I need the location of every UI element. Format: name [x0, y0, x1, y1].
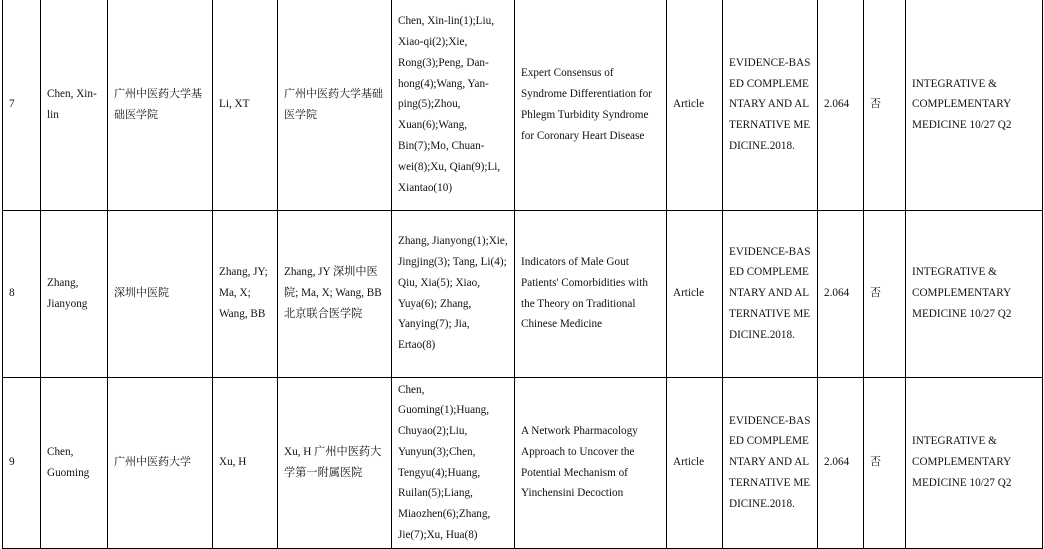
- cell-impact-factor: 2.064: [818, 377, 864, 548]
- table-row: [3, 0, 1043, 210]
- cell-no: 8: [3, 210, 41, 377]
- cell-no: 7: [3, 0, 41, 210]
- cell-no: 9: [3, 377, 41, 548]
- cell-corresponding-affiliation: Xu, H 广州中医药大学第一附属医院: [278, 377, 392, 548]
- cell-corresponding-author: Xu, H: [213, 377, 278, 548]
- cell-corresponding-affiliation: 广州中医药大学基础医学院: [278, 0, 392, 210]
- cell-doc-type: Article: [667, 377, 723, 548]
- cell-all-authors: Chen, Guoming(1);Huang, Chuyao(2);Liu, Yunyun(3);Chen, Tengyu(4);Huang, Ruilan(5);Liang, Miaozhen(6);Zhang, Jie(7);Xu, Hua(8): [392, 377, 515, 548]
- cell-source: EVIDENCE-BASED COMPLEMENTARY AND ALTERNATIVE MEDICINE.2018.: [723, 0, 818, 210]
- cell-author-affiliation: 深圳中医院: [108, 210, 213, 377]
- cell-impact-factor: 2.064: [818, 0, 864, 210]
- cell-title: A Network Pharmacology Approach to Uncover the Potential Mechanism of Yinchensini Decoction: [515, 377, 667, 548]
- cell-author-affiliation: 广州中医药大学基础医学院: [108, 0, 213, 210]
- cell-impact-factor: 2.064: [818, 210, 864, 377]
- cell-flag: 否: [864, 377, 906, 548]
- cell-doc-type: Article: [667, 0, 723, 210]
- cell-title: Expert Consensus of Syndrome Differentiation for Phlegm Turbidity Syndrome for Coronary Heart Disease: [515, 0, 667, 210]
- cell-all-authors: Zhang, Jianyong(1);Xie, Jingjing(3); Tang, Li(4); Qiu, Xia(5); Xiao, Yuya(6); Zhang, Yanying(7); Jia, Ertao(8): [392, 210, 515, 377]
- cell-category: INTEGRATIVE & COMPLEMENTARY MEDICINE 10/27 Q2: [906, 210, 1043, 377]
- table-row: [3, 377, 1043, 548]
- cell-source: EVIDENCE-BASED COMPLEMENTARY AND ALTERNATIVE MEDICINE.2018.: [723, 210, 818, 377]
- cell-title: Indicators of Male Gout Patients' Comorbidities with the Theory on Traditional Chinese Medicine: [515, 210, 667, 377]
- publication-table: [2, 0, 1043, 549]
- cell-all-authors: Chen, Xin-lin(1);Liu, Xiao-qi(2);Xie, Rong(3);Peng, Dan-hong(4);Wang, Yan-ping(5);Zhou, Xuan(6);Wang, Bin(7);Mo, Chuan-wei(8);Xu, Qian(9);Li, Xiantao(10): [392, 0, 515, 210]
- cell-author: Zhang, Jianyong: [41, 210, 108, 377]
- cell-category: INTEGRATIVE & COMPLEMENTARY MEDICINE 10/27 Q2: [906, 0, 1043, 210]
- cell-author-affiliation: 广州中医药大学: [108, 377, 213, 548]
- cell-corresponding-author: Zhang, JY; Ma, X; Wang, BB: [213, 210, 278, 377]
- cell-flag: 否: [864, 0, 906, 210]
- cell-flag: 否: [864, 210, 906, 377]
- cell-corresponding-author: Li, XT: [213, 0, 278, 210]
- cell-author: Chen, Xin-lin: [41, 0, 108, 210]
- cell-doc-type: Article: [667, 210, 723, 377]
- cell-corresponding-affiliation: Zhang, JY 深圳中医院; Ma, X; Wang, BB 北京联合医学院: [278, 210, 392, 377]
- cell-source: EVIDENCE-BASED COMPLEMENTARY AND ALTERNATIVE MEDICINE.2018.: [723, 377, 818, 548]
- cell-author: Chen, Guoming: [41, 377, 108, 548]
- cell-category: INTEGRATIVE & COMPLEMENTARY MEDICINE 10/27 Q2: [906, 377, 1043, 548]
- table-row: [3, 210, 1043, 377]
